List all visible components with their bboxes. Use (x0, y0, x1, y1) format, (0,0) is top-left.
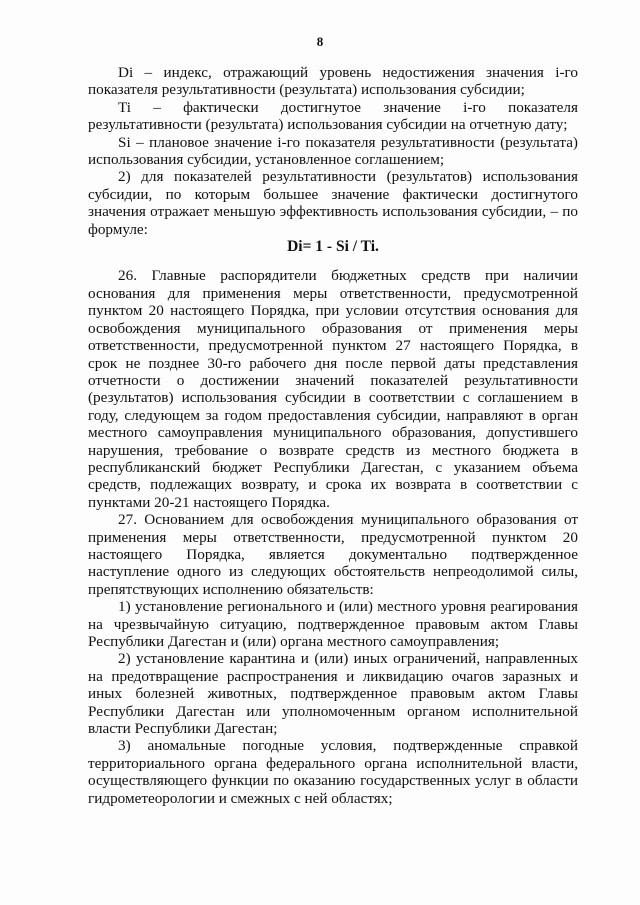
spacer (88, 255, 578, 267)
paragraph-26: 26. Главные распорядители бюджетных средств при наличии основания для применения меры ответственности, предусмотренной пунктом 20 настоящего Порядка, при условии отсутствия основания для освобождения муниципального образования от применения меры ответственности, предусмотренной пунктом 27 настоящего Порядка, в срок не позднее 30-го рабочего дня после первой даты представления отчетности о достижении значений показателей результативности (результатов) использования субсидии в соответствии с соглашением в году, следующем за годом предоставления субсидии, направляют в орган местного самоуправления муниципального образования, допустившего нарушения, требование о возврате средств из местного бюджета в республиканский бюджет Республики Дагестан, с указанием объема средств, подлежащих возврату, и срока их возврата в соответствии с пунктами 20-21 настоящего Порядка. (88, 267, 578, 511)
definition-ti: Ti – фактически достигнутое значение i-го показателя результативности (результата) использования субсидии на отчетную дату; (88, 98, 578, 134)
paragraph-27: 27. Основанием для освобождения муниципального образования от применения меры ответственности, предусмотренной пунктом 20 настоящего Порядка, является документально подтвержденное наступление одного из следующих обстоятельств непреодолимой силы, препятствующих исполнению обязательств: (88, 511, 578, 598)
list-item-1: 1) установление регионального и (или) местного уровня реагирования на чрезвычайную ситуацию, подтвержденное правовым актом Главы Республики Дагестан и (или) органа местного самоуправления; (88, 598, 578, 650)
list-item-3: 3) аномальные погодные условия, подтвержденные справкой территориального органа федерального органа исполнительной власти, осуществляющего функции по оказанию государственных услуг в области гидрометеорологии и смежных с ней областях; (88, 737, 578, 807)
list-item-2: 2) установление карантина и (или) иных ограничений, направленных на предотвращение распространения и ликвидацию очагов заразных и иных болезней животных, подтвержденное правовым актом Главы Республики Дагестан или уполномоченным органом исполнительной власти Республики Дагестан; (88, 650, 578, 738)
formula: Di= 1 - Si / Ti. (287, 238, 379, 256)
formula-intro-paragraph: 2) для показателей результативности (результатов) использования субсидии, по которым большее значение фактически достигнутого значения отражает меньшую эффективность использования субсидии, – по формуле: (88, 168, 578, 238)
document-body (88, 64, 578, 807)
definition-di: Di – индекс, отражающий уровень недостижения значения i-го показателя результативности (результата) использования субсидии; (88, 64, 578, 99)
definition-si: Si – плановое значение i-го показателя результативности (результата) использования субсидии, установленное соглашением; (88, 133, 578, 169)
page-number: 8 (316, 34, 324, 49)
